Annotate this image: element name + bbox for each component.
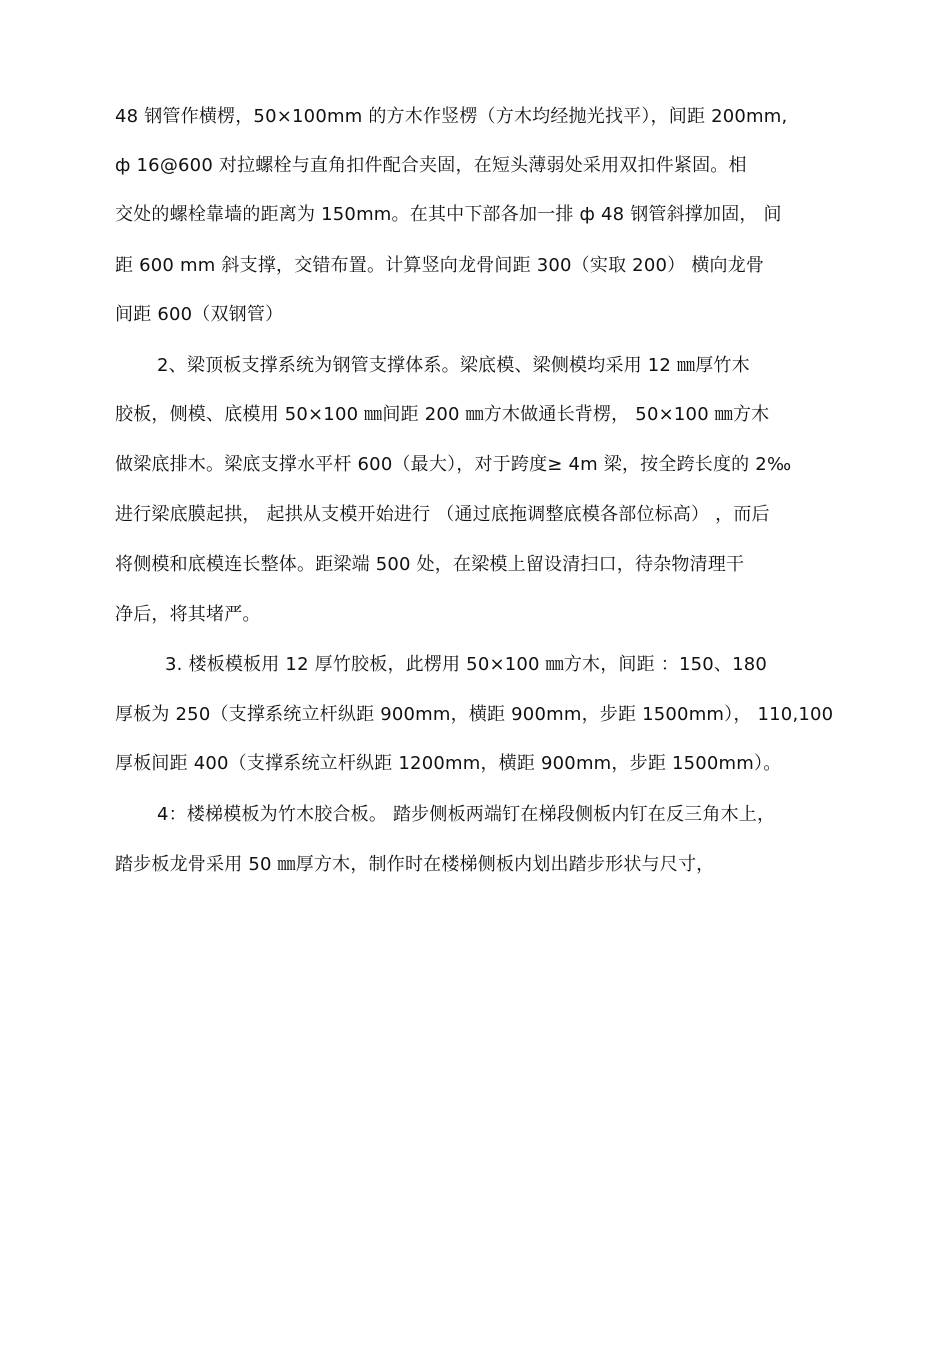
text-line-1: 48 钢管作横楞，50×100mm 的方木作竖楞（方木均经抛光找平），间距 200mm,	[115, 106, 788, 127]
paragraph-3-line-3: 厚板间距 400（支撑系统立杆纵距 1200mm，横距 900mm，步距 1500mm）。	[115, 753, 782, 774]
paragraph-3-line-1: 3. 楼板模板用 12 厚竹胶板，此楞用 50×100 ㎜方木，间距 ：150、180	[165, 654, 768, 675]
paragraph-2-line-3: 做梁底排木。梁底支撑水平杆 600（最大），对于跨度≥ 4m 梁，按全跨长度的 2‰	[115, 454, 792, 475]
paragraph-2-line-6: 净后，将其堵严。	[115, 604, 261, 625]
text-line-3: 交处的螺栓靠墙的距离为 150mm。在其中下部各加一排 ф 48 钢管斜撑加固， 间	[115, 204, 782, 225]
paragraph-4-line-2: 踏步板龙骨采用 50 ㎜厚方木，制作时在楼梯侧板内划出踏步形状与尺寸，	[115, 854, 715, 875]
text-line-2: ф 16@600 对拉螺栓与直角扣件配合夹固，在短头薄弱处采用双扣件紧固。相	[115, 155, 747, 176]
text-line-5: 间距 600（双钢管）	[115, 304, 284, 325]
paragraph-4-line-1: 4：楼梯模板为竹木胶合板。 踏步侧板两端钉在梯段侧板内钉在反三角木上，	[157, 804, 776, 825]
paragraph-3-line-2: 厚板为 250（支撑系统立杆纵距 900mm，横距 900mm，步距 1500mm）， 110,100	[115, 704, 834, 725]
text-line-4: 距 600 mm 斜支撑，交错布置。计算竖向龙骨间距 300（实取 200） 横向龙骨	[115, 255, 765, 276]
paragraph-2-line-4: 进行梁底膜起拱， 起拱从支模开始进行 （通过底拖调整底模各部位标高） ，而后	[115, 504, 770, 525]
paragraph-2-line-2: 胶板，侧模、底模用 50×100 ㎜间距 200 ㎜方木做通长背楞， 50×100 ㎜方木	[115, 404, 770, 425]
paragraph-2-line-5: 将侧模和底模连长整体。距梁端 500 处，在梁模上留设清扫口，待杂物清理干	[115, 554, 745, 575]
paragraph-2-line-1: 2、梁顶板支撑系统为钢管支撑体系。梁底模、梁侧模均采用 12 ㎜厚竹木	[157, 355, 750, 376]
